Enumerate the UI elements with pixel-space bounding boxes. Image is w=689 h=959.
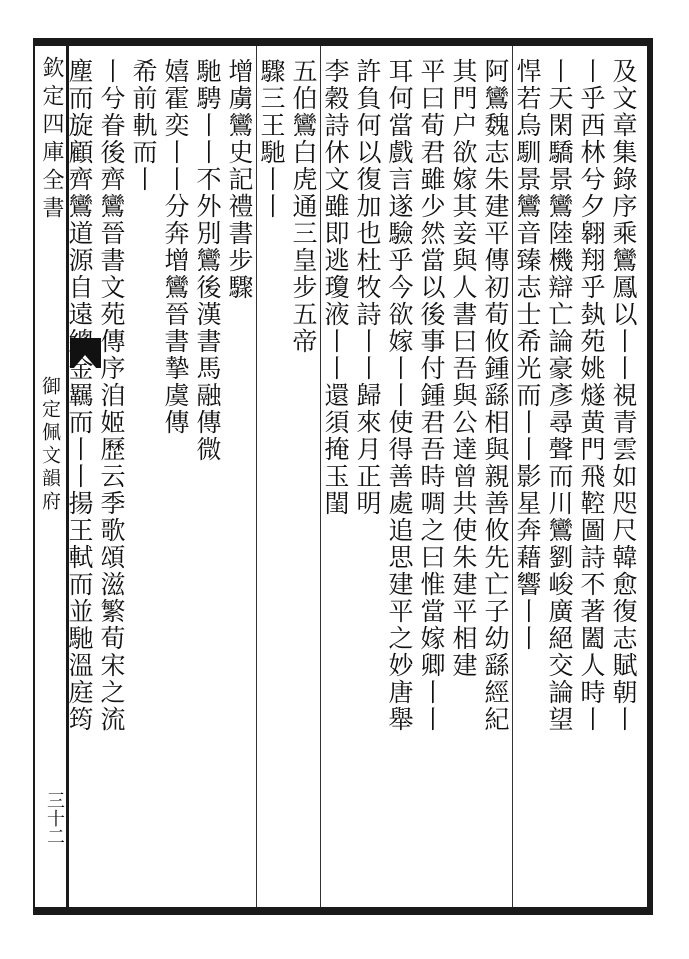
text-column: 及文章集錄序乘鸞鳳以丨丨視青雲如咫尺韓愈復志賦朝丨 xyxy=(609,58,638,733)
text-column: 其門户欲嫁其妾與人書曰吾與公達曾共使朱建平相建 xyxy=(449,58,478,679)
text-column: 五伯鸞白虎通三皇步五帝 xyxy=(289,58,318,355)
text-column: 丨乎西林兮夕翱翔乎埶苑姚燧黄門飛鞚圖詩不著闔人時丨 xyxy=(577,58,606,733)
column-divider xyxy=(320,46,321,907)
text-column: 丨天閑驕景鸞陸機辯亡論豪彥尋聲而川鸞劉峻廣絕交論望 xyxy=(545,58,574,733)
column-divider xyxy=(256,46,257,907)
text-column: 馳騁丨丨不外別鸞後漢書馬融傳微 xyxy=(193,58,222,463)
margin-column xyxy=(35,46,66,907)
text-column: 丨兮眷後齊鸞晉書文苑傳序洎姬歷云季歌頌滋繁荀宋之流 xyxy=(97,58,126,733)
text-column: 增虜鸞史記禮書步驟 xyxy=(225,58,254,301)
page-number: 三十二 xyxy=(44,791,65,845)
text-column: 平曰荀君雖少然當以後事付鍾君吾時啁之曰惟當嫁卿丨丨 xyxy=(417,58,446,733)
text-column: 驟三王馳丨丨 xyxy=(257,58,286,220)
text-column: 許負何以復加也杜牧詩丨丨歸來月正明 xyxy=(353,58,382,517)
right-border xyxy=(647,38,653,915)
text-column: 悍若烏馴景鸞音臻志士希光而丨丨影星奔藉響丨丨 xyxy=(513,58,542,652)
text-column: 嬉霍奕丨丨分奔增鸞晉書摯虞傳 xyxy=(161,58,190,436)
top-border xyxy=(33,38,653,46)
book-title: 御定佩文韻府 xyxy=(39,376,61,514)
bottom-border xyxy=(33,907,653,915)
text-column: 塵而旋顧齊鸞道源自遠總金羈而丨丨揚王軾而並馳溫庭筠 xyxy=(65,58,94,733)
text-column: 希前軌而丨 xyxy=(129,58,158,193)
text-column: 李穀詩休文雖即逃瓊液丨丨還須掩玉閨 xyxy=(321,58,350,517)
text-column: 阿鸞魏志朱建平傳初荀攸鍾繇相與親善攸先亡子幼繇經紀 xyxy=(481,58,510,733)
collection-title: 欽定四庫全書 xyxy=(39,56,64,224)
text-column: 耳何當戲言遂驗乎今欲嫁丨丨使得善處追思建平之妙唐舉 xyxy=(385,58,414,733)
column-divider xyxy=(512,46,513,907)
